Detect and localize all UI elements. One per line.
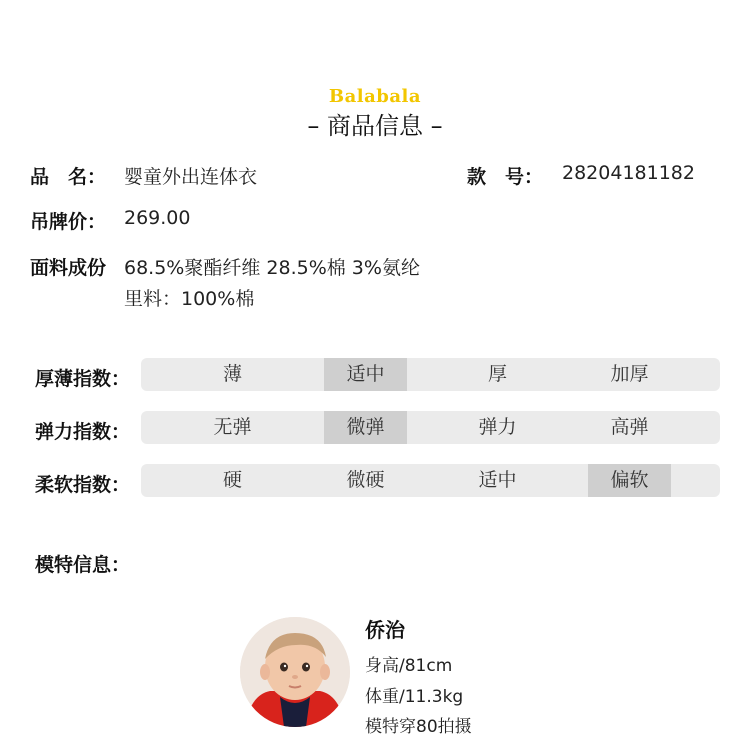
lining-value: 里料：100%棉 — [124, 288, 255, 310]
product-name-label: 品 名： — [30, 166, 107, 188]
section-title: – 商品信息 – — [307, 112, 443, 140]
index-option: 薄 — [222, 363, 242, 385]
index-option: 微硬 — [346, 469, 385, 491]
index-option: 适中 — [478, 469, 517, 491]
price-value: 269.00 — [124, 207, 191, 229]
model-photo — [240, 617, 350, 727]
index-option: 无弹 — [213, 416, 252, 438]
baby-portrait-image — [240, 617, 350, 727]
thickness-index-bar — [141, 358, 720, 391]
style-number-label: 款 号： — [467, 166, 544, 188]
index-option: 适中 — [324, 358, 407, 391]
thickness-index-label: 厚薄指数： — [35, 368, 131, 390]
index-option: 偏软 — [588, 464, 671, 497]
model-info-label: 模特信息： — [35, 554, 131, 576]
softness-index-label: 柔软指数： — [35, 474, 131, 496]
product-name-value: 婴童外出连体衣 — [124, 166, 258, 188]
softness-index-bar — [141, 464, 720, 497]
index-option: 高弹 — [610, 416, 649, 438]
index-option: 微弹 — [324, 411, 407, 444]
model-size-worn: 模特穿80拍摄 — [365, 717, 472, 737]
model-name: 侨治 — [365, 618, 405, 642]
elasticity-index-label: 弹力指数： — [35, 421, 131, 443]
fabric-value: 68.5%聚酯纤维 28.5%棉 3%氨纶 — [124, 257, 420, 279]
brand-logo: Balabala — [328, 86, 422, 107]
fabric-label: 面料成份 — [30, 257, 107, 279]
index-option: 硬 — [222, 469, 242, 491]
index-option: 厚 — [487, 363, 507, 385]
index-option: 加厚 — [610, 363, 649, 385]
index-option: 弹力 — [478, 416, 517, 438]
style-number-value: 28204181182 — [562, 162, 695, 184]
price-label: 吊牌价： — [30, 211, 107, 233]
model-height: 身高/81cm — [365, 656, 453, 676]
model-weight: 体重/11.3kg — [365, 687, 464, 707]
elasticity-index-bar — [141, 411, 720, 444]
